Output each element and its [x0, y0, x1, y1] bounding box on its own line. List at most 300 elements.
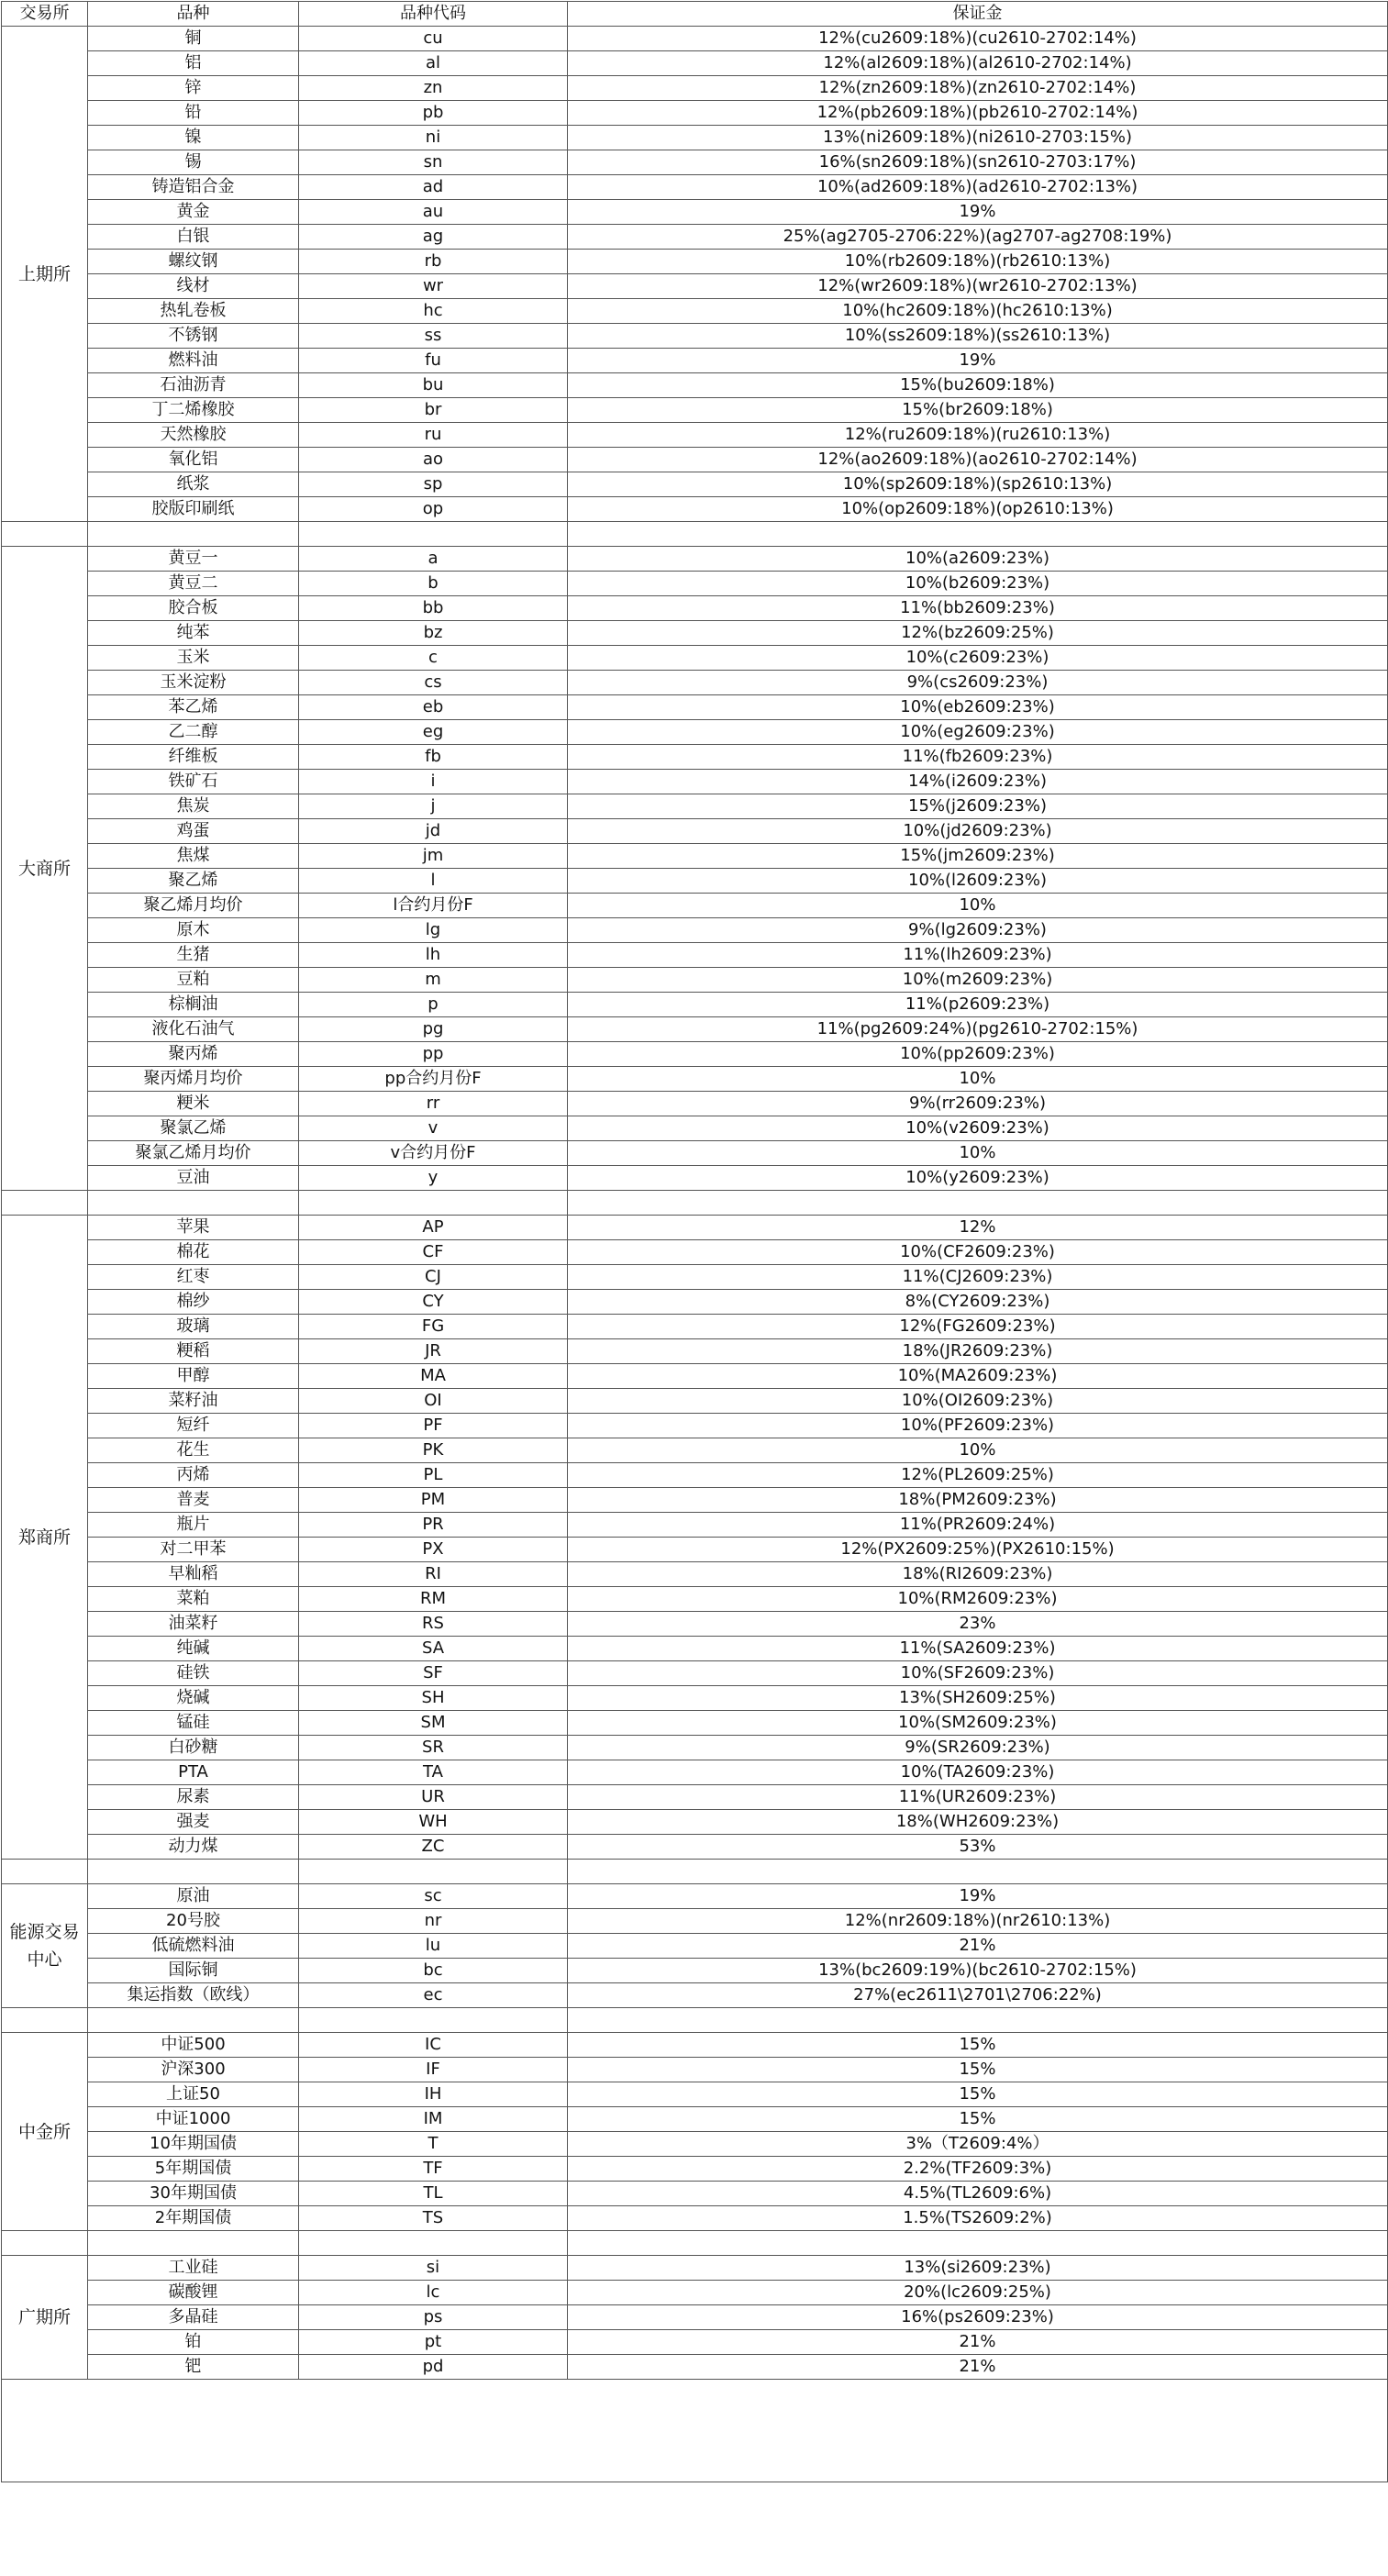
margin-cell[interactable]: 11%(bb2609:23%) — [568, 596, 1388, 621]
variety-cell[interactable]: 棉纱 — [88, 1290, 299, 1315]
margin-cell[interactable]: 10%(pp2609:23%) — [568, 1042, 1388, 1067]
variety-cell[interactable]: 原油 — [88, 1884, 299, 1909]
variety-cell[interactable]: 工业硅 — [88, 2256, 299, 2281]
margin-cell[interactable]: 16%(ps2609:23%) — [568, 2305, 1388, 2330]
margin-cell[interactable]: 8%(CY2609:23%) — [568, 1290, 1388, 1315]
code-cell[interactable]: c — [299, 646, 568, 671]
variety-cell[interactable]: 锰硅 — [88, 1711, 299, 1736]
variety-cell[interactable]: 铂 — [88, 2330, 299, 2355]
variety-cell[interactable]: 菜籽油 — [88, 1389, 299, 1414]
variety-cell[interactable]: 线材 — [88, 274, 299, 299]
margin-cell[interactable]: 16%(sn2609:18%)(sn2610-2703:17%) — [568, 150, 1388, 175]
code-cell[interactable]: bc — [299, 1959, 568, 1983]
variety-cell[interactable]: 集运指数（欧线） — [88, 1983, 299, 2008]
variety-cell[interactable]: 早籼稻 — [88, 1562, 299, 1587]
variety-cell[interactable]: 铝 — [88, 51, 299, 76]
code-cell[interactable]: SR — [299, 1736, 568, 1760]
variety-cell[interactable]: 多晶硅 — [88, 2305, 299, 2330]
code-cell[interactable]: eb — [299, 695, 568, 720]
variety-cell[interactable]: 镍 — [88, 126, 299, 150]
margin-cell[interactable]: 10%(y2609:23%) — [568, 1166, 1388, 1191]
code-cell[interactable]: bz — [299, 621, 568, 646]
margin-cell[interactable]: 14%(i2609:23%) — [568, 770, 1388, 794]
variety-cell[interactable]: 铅 — [88, 101, 299, 126]
margin-cell[interactable]: 10%(OI2609:23%) — [568, 1389, 1388, 1414]
variety-cell[interactable]: 瓶片 — [88, 1513, 299, 1538]
code-cell[interactable]: IF — [299, 2058, 568, 2082]
code-cell[interactable]: pd — [299, 2355, 568, 2380]
margin-cell[interactable]: 18%(JR2609:23%) — [568, 1339, 1388, 1364]
margin-cell[interactable]: 11%(UR2609:23%) — [568, 1785, 1388, 1810]
code-cell[interactable]: b — [299, 572, 568, 596]
margin-cell[interactable]: 12%(cu2609:18%)(cu2610-2702:14%) — [568, 27, 1388, 51]
code-cell[interactable]: br — [299, 398, 568, 423]
code-cell[interactable]: PX — [299, 1538, 568, 1562]
margin-cell[interactable]: 10% — [568, 1141, 1388, 1166]
margin-cell[interactable]: 11%(pg2609:24%)(pg2610-2702:15%) — [568, 1017, 1388, 1042]
exchange-cell[interactable]: 郑商所 — [2, 1216, 88, 1860]
exchange-cell[interactable]: 上期所 — [2, 27, 88, 522]
code-cell[interactable]: RS — [299, 1612, 568, 1637]
code-cell[interactable]: RI — [299, 1562, 568, 1587]
variety-cell[interactable]: 棕榈油 — [88, 993, 299, 1017]
code-cell[interactable]: sp — [299, 472, 568, 497]
code-cell[interactable]: v — [299, 1116, 568, 1141]
code-cell[interactable]: FG — [299, 1315, 568, 1339]
code-cell[interactable]: PL — [299, 1463, 568, 1488]
empty-cell[interactable] — [568, 2008, 1388, 2033]
code-cell[interactable]: UR — [299, 1785, 568, 1810]
empty-cell[interactable] — [299, 1191, 568, 1216]
variety-cell[interactable]: 黄金 — [88, 200, 299, 225]
margin-cell[interactable]: 15% — [568, 2058, 1388, 2082]
margin-cell[interactable]: 12%(nr2609:18%)(nr2610:13%) — [568, 1909, 1388, 1934]
margin-cell[interactable]: 53% — [568, 1835, 1388, 1860]
variety-cell[interactable]: 硅铁 — [88, 1661, 299, 1686]
code-cell[interactable]: zn — [299, 76, 568, 101]
code-cell[interactable]: bb — [299, 596, 568, 621]
margin-cell[interactable]: 10% — [568, 1067, 1388, 1092]
code-cell[interactable]: SM — [299, 1711, 568, 1736]
empty-cell[interactable] — [88, 1860, 299, 1884]
code-cell[interactable]: PM — [299, 1488, 568, 1513]
code-cell[interactable]: fu — [299, 349, 568, 373]
variety-cell[interactable]: 鸡蛋 — [88, 819, 299, 844]
header-exchange[interactable]: 交易所 — [2, 2, 88, 27]
margin-cell[interactable]: 13%(si2609:23%) — [568, 2256, 1388, 2281]
margin-cell[interactable]: 10%(l2609:23%) — [568, 869, 1388, 894]
code-cell[interactable]: ag — [299, 225, 568, 250]
margin-cell[interactable]: 12%(pb2609:18%)(pb2610-2702:14%) — [568, 101, 1388, 126]
variety-cell[interactable]: 锌 — [88, 76, 299, 101]
margin-cell[interactable]: 9%(rr2609:23%) — [568, 1092, 1388, 1116]
margin-cell[interactable]: 10%(SF2609:23%) — [568, 1661, 1388, 1686]
margin-cell[interactable]: 10%(m2609:23%) — [568, 968, 1388, 993]
margin-cell[interactable]: 12%(PL2609:25%) — [568, 1463, 1388, 1488]
margin-cell[interactable]: 10%(eb2609:23%) — [568, 695, 1388, 720]
variety-cell[interactable]: 尿素 — [88, 1785, 299, 1810]
margin-cell[interactable]: 10%(SM2609:23%) — [568, 1711, 1388, 1736]
margin-cell[interactable]: 11%(PR2609:24%) — [568, 1513, 1388, 1538]
variety-cell[interactable]: 菜粕 — [88, 1587, 299, 1612]
code-cell[interactable]: ps — [299, 2305, 568, 2330]
variety-cell[interactable]: 粳稻 — [88, 1339, 299, 1364]
variety-cell[interactable]: 聚氯乙烯 — [88, 1116, 299, 1141]
margin-cell[interactable]: 12%(wr2609:18%)(wr2610-2702:13%) — [568, 274, 1388, 299]
code-cell[interactable]: au — [299, 200, 568, 225]
variety-cell[interactable]: 不锈钢 — [88, 324, 299, 349]
variety-cell[interactable]: 铸造铝合金 — [88, 175, 299, 200]
variety-cell[interactable]: 玉米 — [88, 646, 299, 671]
code-cell[interactable]: JR — [299, 1339, 568, 1364]
empty-cell[interactable] — [2, 2380, 1388, 2482]
variety-cell[interactable]: 液化石油气 — [88, 1017, 299, 1042]
margin-cell[interactable]: 11%(fb2609:23%) — [568, 745, 1388, 770]
code-cell[interactable]: j — [299, 794, 568, 819]
margin-cell[interactable]: 19% — [568, 1884, 1388, 1909]
margin-cell[interactable]: 21% — [568, 2330, 1388, 2355]
variety-cell[interactable]: 纯碱 — [88, 1637, 299, 1661]
header-margin[interactable]: 保证金 — [568, 2, 1388, 27]
empty-cell[interactable] — [88, 2231, 299, 2256]
code-cell[interactable]: PR — [299, 1513, 568, 1538]
variety-cell[interactable]: 普麦 — [88, 1488, 299, 1513]
margin-cell[interactable]: 10%(TA2609:23%) — [568, 1760, 1388, 1785]
variety-cell[interactable]: 聚丙烯月均价 — [88, 1067, 299, 1092]
empty-cell[interactable] — [2, 2231, 88, 2256]
margin-cell[interactable]: 19% — [568, 200, 1388, 225]
code-cell[interactable]: ec — [299, 1983, 568, 2008]
code-cell[interactable]: pp — [299, 1042, 568, 1067]
variety-cell[interactable]: 白砂糖 — [88, 1736, 299, 1760]
variety-cell[interactable]: 苹果 — [88, 1216, 299, 1240]
margin-cell[interactable]: 12%(bz2609:25%) — [568, 621, 1388, 646]
empty-cell[interactable] — [299, 1860, 568, 1884]
code-cell[interactable]: WH — [299, 1810, 568, 1835]
variety-cell[interactable]: 焦煤 — [88, 844, 299, 869]
variety-cell[interactable]: 上证50 — [88, 2082, 299, 2107]
code-cell[interactable]: i — [299, 770, 568, 794]
variety-cell[interactable]: 花生 — [88, 1438, 299, 1463]
code-cell[interactable]: cs — [299, 671, 568, 695]
code-cell[interactable]: MA — [299, 1364, 568, 1389]
variety-cell[interactable]: 玉米淀粉 — [88, 671, 299, 695]
margin-cell[interactable]: 11%(SA2609:23%) — [568, 1637, 1388, 1661]
code-cell[interactable]: PF — [299, 1414, 568, 1438]
margin-cell[interactable]: 12%(al2609:18%)(al2610-2702:14%) — [568, 51, 1388, 76]
margin-cell[interactable]: 15%(jm2609:23%) — [568, 844, 1388, 869]
margin-cell[interactable]: 10%(a2609:23%) — [568, 547, 1388, 572]
margin-cell[interactable]: 15%(bu2609:18%) — [568, 373, 1388, 398]
variety-cell[interactable]: 生猪 — [88, 943, 299, 968]
margin-cell[interactable]: 3%（T2609:4%） — [568, 2132, 1388, 2157]
margin-cell[interactable]: 18%(WH2609:23%) — [568, 1810, 1388, 1835]
margin-cell[interactable]: 15% — [568, 2033, 1388, 2058]
empty-cell[interactable] — [2, 522, 88, 547]
code-cell[interactable]: CF — [299, 1240, 568, 1265]
variety-cell[interactable]: 棉花 — [88, 1240, 299, 1265]
header-variety[interactable]: 品种 — [88, 2, 299, 27]
variety-cell[interactable]: 黄豆二 — [88, 572, 299, 596]
variety-cell[interactable]: 锡 — [88, 150, 299, 175]
variety-cell[interactable]: 铁矿石 — [88, 770, 299, 794]
empty-cell[interactable] — [568, 1860, 1388, 1884]
code-cell[interactable]: SA — [299, 1637, 568, 1661]
variety-cell[interactable]: 30年期国债 — [88, 2182, 299, 2206]
variety-cell[interactable]: 低硫燃料油 — [88, 1934, 299, 1959]
code-cell[interactable]: m — [299, 968, 568, 993]
empty-cell[interactable] — [2, 2008, 88, 2033]
variety-cell[interactable]: 乙二醇 — [88, 720, 299, 745]
empty-cell[interactable] — [88, 522, 299, 547]
margin-cell[interactable]: 10%(MA2609:23%) — [568, 1364, 1388, 1389]
variety-cell[interactable]: 碳酸锂 — [88, 2281, 299, 2305]
margin-cell[interactable]: 10%(b2609:23%) — [568, 572, 1388, 596]
margin-cell[interactable]: 9%(lg2609:23%) — [568, 918, 1388, 943]
margin-cell[interactable]: 13%(bc2609:19%)(bc2610-2702:15%) — [568, 1959, 1388, 1983]
margin-cell[interactable]: 13%(ni2609:18%)(ni2610-2703:15%) — [568, 126, 1388, 150]
code-cell[interactable]: bu — [299, 373, 568, 398]
code-cell[interactable]: AP — [299, 1216, 568, 1240]
margin-cell[interactable]: 10%(CF2609:23%) — [568, 1240, 1388, 1265]
margin-cell[interactable]: 9%(cs2609:23%) — [568, 671, 1388, 695]
margin-cell[interactable]: 2.2%(TF2609:3%) — [568, 2157, 1388, 2182]
empty-cell[interactable] — [568, 2231, 1388, 2256]
margin-cell[interactable]: 11%(lh2609:23%) — [568, 943, 1388, 968]
variety-cell[interactable]: 钯 — [88, 2355, 299, 2380]
variety-cell[interactable]: 原木 — [88, 918, 299, 943]
margin-cell[interactable]: 12% — [568, 1216, 1388, 1240]
margin-cell[interactable]: 10%(ad2609:18%)(ad2610-2702:13%) — [568, 175, 1388, 200]
margin-cell[interactable]: 13%(SH2609:25%) — [568, 1686, 1388, 1711]
variety-cell[interactable]: 胶版印刷纸 — [88, 497, 299, 522]
code-cell[interactable]: p — [299, 993, 568, 1017]
code-cell[interactable]: ss — [299, 324, 568, 349]
code-cell[interactable]: IM — [299, 2107, 568, 2132]
code-cell[interactable]: ru — [299, 423, 568, 448]
margin-cell[interactable]: 10%(sp2609:18%)(sp2610:13%) — [568, 472, 1388, 497]
code-cell[interactable]: sc — [299, 1884, 568, 1909]
empty-cell[interactable] — [2, 1860, 88, 1884]
variety-cell[interactable]: 螺纹钢 — [88, 250, 299, 274]
variety-cell[interactable]: 中证1000 — [88, 2107, 299, 2132]
code-cell[interactable]: ni — [299, 126, 568, 150]
code-cell[interactable]: ad — [299, 175, 568, 200]
margin-cell[interactable]: 10%(PF2609:23%) — [568, 1414, 1388, 1438]
empty-cell[interactable] — [568, 1191, 1388, 1216]
code-cell[interactable]: T — [299, 2132, 568, 2157]
code-cell[interactable]: TS — [299, 2206, 568, 2231]
code-cell[interactable]: CJ — [299, 1265, 568, 1290]
variety-cell[interactable]: 短纤 — [88, 1414, 299, 1438]
variety-cell[interactable]: 丁二烯橡胶 — [88, 398, 299, 423]
header-code[interactable]: 品种代码 — [299, 2, 568, 27]
variety-cell[interactable]: 黄豆一 — [88, 547, 299, 572]
margin-cell[interactable]: 15%(br2609:18%) — [568, 398, 1388, 423]
margin-cell[interactable]: 1.5%(TS2609:2%) — [568, 2206, 1388, 2231]
code-cell[interactable]: wr — [299, 274, 568, 299]
code-cell[interactable]: cu — [299, 27, 568, 51]
code-cell[interactable]: RM — [299, 1587, 568, 1612]
margin-cell[interactable]: 20%(lc2609:25%) — [568, 2281, 1388, 2305]
empty-cell[interactable] — [299, 2008, 568, 2033]
variety-cell[interactable]: 20号胶 — [88, 1909, 299, 1934]
code-cell[interactable]: ao — [299, 448, 568, 472]
variety-cell[interactable]: 聚乙烯 — [88, 869, 299, 894]
code-cell[interactable]: jd — [299, 819, 568, 844]
code-cell[interactable]: lc — [299, 2281, 568, 2305]
variety-cell[interactable]: 白银 — [88, 225, 299, 250]
margin-cell[interactable]: 10%(rb2609:18%)(rb2610:13%) — [568, 250, 1388, 274]
empty-cell[interactable] — [299, 522, 568, 547]
margin-cell[interactable]: 15%(j2609:23%) — [568, 794, 1388, 819]
code-cell[interactable]: a — [299, 547, 568, 572]
code-cell[interactable]: l — [299, 869, 568, 894]
code-cell[interactable]: al — [299, 51, 568, 76]
exchange-cell[interactable]: 能源交易中心 — [2, 1884, 88, 2008]
code-cell[interactable]: fb — [299, 745, 568, 770]
variety-cell[interactable]: 聚乙烯月均价 — [88, 894, 299, 918]
code-cell[interactable]: op — [299, 497, 568, 522]
variety-cell[interactable]: 5年期国债 — [88, 2157, 299, 2182]
variety-cell[interactable]: 纸浆 — [88, 472, 299, 497]
margin-cell[interactable]: 10%(c2609:23%) — [568, 646, 1388, 671]
code-cell[interactable]: eg — [299, 720, 568, 745]
margin-cell[interactable]: 12%(ao2609:18%)(ao2610-2702:14%) — [568, 448, 1388, 472]
variety-cell[interactable]: 焦炭 — [88, 794, 299, 819]
margin-cell[interactable]: 9%(SR2609:23%) — [568, 1736, 1388, 1760]
margin-cell[interactable]: 21% — [568, 2355, 1388, 2380]
variety-cell[interactable]: 天然橡胶 — [88, 423, 299, 448]
variety-cell[interactable]: 甲醇 — [88, 1364, 299, 1389]
margin-cell[interactable]: 10%(eg2609:23%) — [568, 720, 1388, 745]
variety-cell[interactable]: 红枣 — [88, 1265, 299, 1290]
variety-cell[interactable]: 10年期国债 — [88, 2132, 299, 2157]
margin-cell[interactable]: 11%(CJ2609:23%) — [568, 1265, 1388, 1290]
margin-cell[interactable]: 12%(FG2609:23%) — [568, 1315, 1388, 1339]
code-cell[interactable]: TF — [299, 2157, 568, 2182]
variety-cell[interactable]: 玻璃 — [88, 1315, 299, 1339]
code-cell[interactable]: l合约月份F — [299, 894, 568, 918]
empty-cell[interactable] — [2, 1191, 88, 1216]
code-cell[interactable]: ZC — [299, 1835, 568, 1860]
margin-cell[interactable]: 21% — [568, 1934, 1388, 1959]
margin-cell[interactable]: 19% — [568, 349, 1388, 373]
variety-cell[interactable]: 动力煤 — [88, 1835, 299, 1860]
code-cell[interactable]: pb — [299, 101, 568, 126]
variety-cell[interactable]: 烧碱 — [88, 1686, 299, 1711]
empty-cell[interactable] — [88, 1191, 299, 1216]
code-cell[interactable]: pg — [299, 1017, 568, 1042]
code-cell[interactable]: rr — [299, 1092, 568, 1116]
margin-cell[interactable]: 10%(RM2609:23%) — [568, 1587, 1388, 1612]
code-cell[interactable]: sn — [299, 150, 568, 175]
empty-cell[interactable] — [568, 522, 1388, 547]
code-cell[interactable]: rb — [299, 250, 568, 274]
variety-cell[interactable]: 石油沥青 — [88, 373, 299, 398]
code-cell[interactable]: lu — [299, 1934, 568, 1959]
variety-cell[interactable]: 对二甲苯 — [88, 1538, 299, 1562]
variety-cell[interactable]: 沪深300 — [88, 2058, 299, 2082]
variety-cell[interactable]: 粳米 — [88, 1092, 299, 1116]
variety-cell[interactable]: 铜 — [88, 27, 299, 51]
variety-cell[interactable]: 聚丙烯 — [88, 1042, 299, 1067]
empty-cell[interactable] — [88, 2008, 299, 2033]
margin-cell[interactable]: 10% — [568, 894, 1388, 918]
code-cell[interactable]: CY — [299, 1290, 568, 1315]
code-cell[interactable]: OI — [299, 1389, 568, 1414]
margin-cell[interactable]: 10%(v2609:23%) — [568, 1116, 1388, 1141]
margin-cell[interactable]: 18%(PM2609:23%) — [568, 1488, 1388, 1513]
margin-cell[interactable]: 10%(ss2609:18%)(ss2610:13%) — [568, 324, 1388, 349]
margin-cell[interactable]: 27%(ec2611\2701\2706:22%) — [568, 1983, 1388, 2008]
exchange-cell[interactable]: 中金所 — [2, 2033, 88, 2231]
code-cell[interactable]: TA — [299, 1760, 568, 1785]
code-cell[interactable]: pp合约月份F — [299, 1067, 568, 1092]
variety-cell[interactable]: 胶合板 — [88, 596, 299, 621]
variety-cell[interactable]: 氧化铝 — [88, 448, 299, 472]
variety-cell[interactable]: 燃料油 — [88, 349, 299, 373]
code-cell[interactable]: IH — [299, 2082, 568, 2107]
margin-cell[interactable]: 10%(hc2609:18%)(hc2610:13%) — [568, 299, 1388, 324]
margin-cell[interactable]: 10%(jd2609:23%) — [568, 819, 1388, 844]
code-cell[interactable]: jm — [299, 844, 568, 869]
code-cell[interactable]: TL — [299, 2182, 568, 2206]
margin-cell[interactable]: 15% — [568, 2082, 1388, 2107]
code-cell[interactable]: IC — [299, 2033, 568, 2058]
margin-cell[interactable]: 25%(ag2705-2706:22%)(ag2707-ag2708:19%) — [568, 225, 1388, 250]
margin-cell[interactable]: 10%(op2609:18%)(op2610:13%) — [568, 497, 1388, 522]
code-cell[interactable]: lh — [299, 943, 568, 968]
variety-cell[interactable]: 苯乙烯 — [88, 695, 299, 720]
margin-cell[interactable]: 18%(RI2609:23%) — [568, 1562, 1388, 1587]
variety-cell[interactable]: 聚氯乙烯月均价 — [88, 1141, 299, 1166]
variety-cell[interactable]: 强麦 — [88, 1810, 299, 1835]
margin-cell[interactable]: 12%(ru2609:18%)(ru2610:13%) — [568, 423, 1388, 448]
code-cell[interactable]: lg — [299, 918, 568, 943]
variety-cell[interactable]: 丙烯 — [88, 1463, 299, 1488]
code-cell[interactable]: v合约月份F — [299, 1141, 568, 1166]
variety-cell[interactable]: 豆油 — [88, 1166, 299, 1191]
variety-cell[interactable]: 纯苯 — [88, 621, 299, 646]
variety-cell[interactable]: 国际铜 — [88, 1959, 299, 1983]
margin-cell[interactable]: 15% — [568, 2107, 1388, 2132]
variety-cell[interactable]: 纤维板 — [88, 745, 299, 770]
margin-cell[interactable]: 23% — [568, 1612, 1388, 1637]
margin-cell[interactable]: 12%(PX2609:25%)(PX2610:15%) — [568, 1538, 1388, 1562]
margin-cell[interactable]: 4.5%(TL2609:6%) — [568, 2182, 1388, 2206]
empty-cell[interactable] — [299, 2231, 568, 2256]
exchange-cell[interactable]: 广期所 — [2, 2256, 88, 2380]
code-cell[interactable]: pt — [299, 2330, 568, 2355]
code-cell[interactable]: y — [299, 1166, 568, 1191]
variety-cell[interactable]: 中证500 — [88, 2033, 299, 2058]
variety-cell[interactable]: 2年期国债 — [88, 2206, 299, 2231]
code-cell[interactable]: SH — [299, 1686, 568, 1711]
margin-cell[interactable]: 12%(zn2609:18%)(zn2610-2702:14%) — [568, 76, 1388, 101]
margin-cell[interactable]: 10% — [568, 1438, 1388, 1463]
code-cell[interactable]: SF — [299, 1661, 568, 1686]
variety-cell[interactable]: PTA — [88, 1760, 299, 1785]
code-cell[interactable]: nr — [299, 1909, 568, 1934]
code-cell[interactable]: PK — [299, 1438, 568, 1463]
margin-cell[interactable]: 11%(p2609:23%) — [568, 993, 1388, 1017]
variety-cell[interactable]: 热轧卷板 — [88, 299, 299, 324]
variety-cell[interactable]: 油菜籽 — [88, 1612, 299, 1637]
code-cell[interactable]: si — [299, 2256, 568, 2281]
code-cell[interactable]: hc — [299, 299, 568, 324]
variety-cell[interactable]: 豆粕 — [88, 968, 299, 993]
